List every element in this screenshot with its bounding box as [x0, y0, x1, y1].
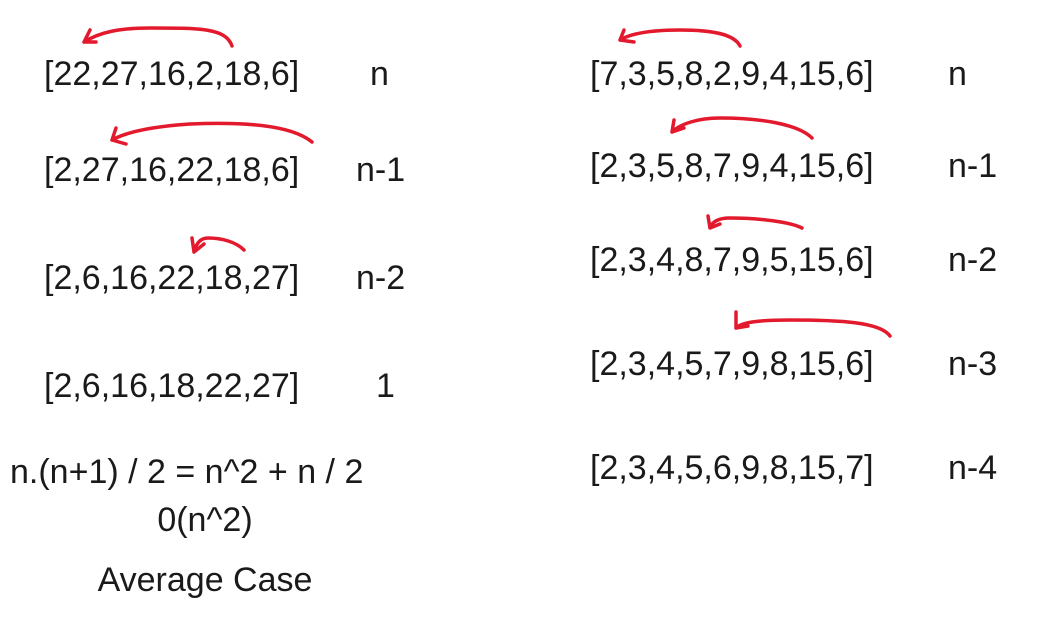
right-array-2: [2,3,5,8,7,9,4,15,6] [590, 147, 874, 185]
swap-arrow-left-2 [112, 123, 312, 144]
swap-arrow-left-1 [84, 28, 232, 46]
right-array-1: [7,3,5,8,2,9,4,15,6] [590, 55, 874, 93]
complexity-text: 0(n^2) [157, 501, 253, 539]
right-cost-4: n-3 [948, 345, 998, 383]
swap-arrow-right-2 [672, 118, 812, 138]
right-array-5: [2,3,4,5,6,9,8,15,7] [590, 449, 874, 487]
swap-arrow-right-4 [736, 312, 890, 336]
left-array-1: [22,27,16,2,18,6] [44, 55, 300, 93]
right-cost-3: n-2 [948, 241, 998, 279]
left-array-3: [2,6,16,22,18,27] [44, 259, 300, 297]
left-array-2: [2,27,16,22,18,6] [44, 151, 300, 189]
swap-arrow-right-3 [708, 216, 802, 228]
left-cost-2: n-1 [356, 151, 406, 189]
right-array-3: [2,3,4,8,7,9,5,15,6] [590, 241, 874, 279]
left-array-4: [2,6,16,18,22,27] [44, 367, 300, 405]
right-cost-1: n [948, 55, 967, 93]
left-cost-4: 1 [376, 367, 395, 405]
right-cost-2: n-1 [948, 147, 998, 185]
swap-arrow-right-1 [620, 30, 740, 46]
case-label: Average Case [97, 561, 313, 599]
right-array-4: [2,3,4,5,7,9,8,15,6] [590, 345, 874, 383]
swap-arrow-left-3 [192, 238, 244, 252]
formula-text: n.(n+1) / 2 = n^2 + n / 2 [10, 453, 364, 491]
right-cost-5: n-4 [948, 449, 998, 487]
left-cost-1: n [370, 55, 389, 93]
left-cost-3: n-2 [356, 259, 406, 297]
